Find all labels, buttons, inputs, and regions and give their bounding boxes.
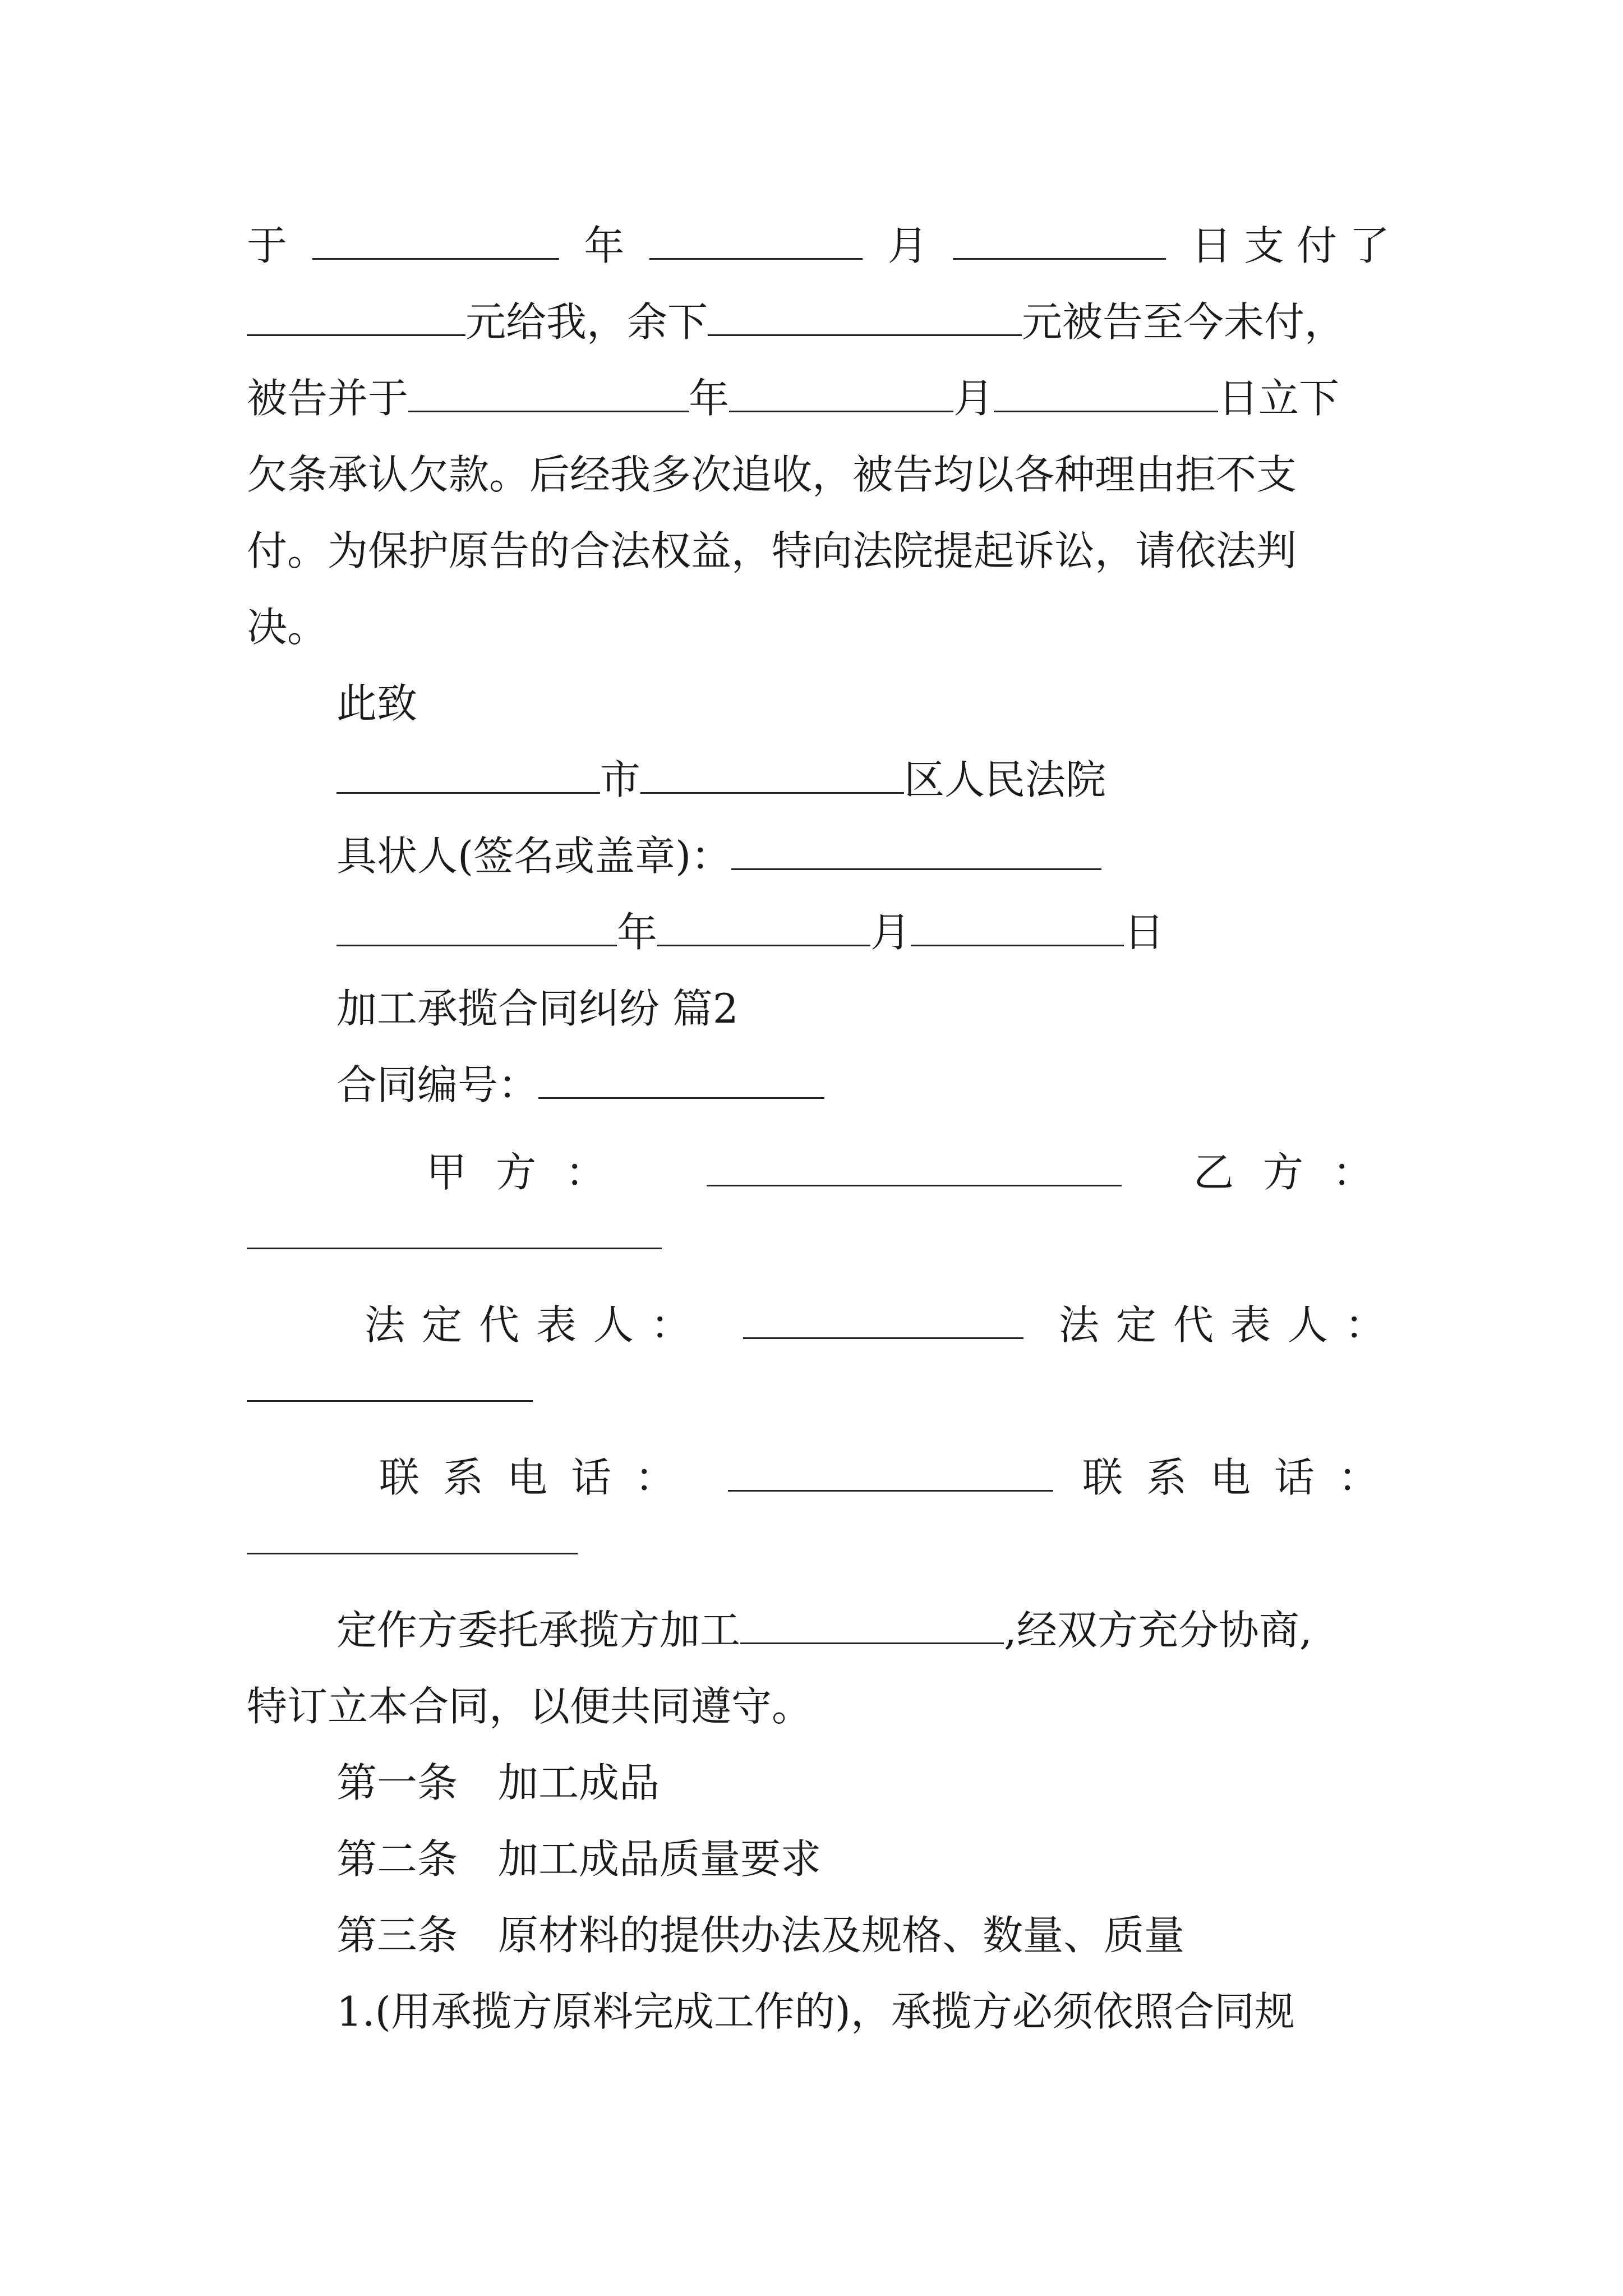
rep-b-label: 法定代表人：: [1058, 1301, 1402, 1349]
text: 年: [584, 222, 625, 269]
para-line-4: 欠条承认欠款。后经我多次追收，被告均以各种理由拒不支: [247, 451, 1297, 498]
party-b-field[interactable]: [247, 1208, 662, 1249]
text: 市: [600, 756, 641, 803]
signer-line: [336, 828, 1492, 884]
text: 月: [887, 222, 928, 269]
text: 被告并于: [247, 375, 409, 422]
salutation: 此致: [336, 680, 418, 727]
rep-b-continuation: [247, 1360, 1402, 1416]
text: 定作方委托承揽方加工: [336, 1607, 741, 1654]
para-line-3: [247, 370, 1402, 426]
text: 于: [247, 222, 288, 269]
blank-field[interactable]: [408, 371, 689, 412]
blank-field[interactable]: [729, 371, 953, 412]
text: 元给我，余下: [465, 298, 708, 346]
text: 月: [953, 375, 994, 422]
blank-field[interactable]: [740, 1603, 1004, 1644]
text: 日支付了: [1191, 222, 1402, 269]
date-line: [336, 904, 1492, 960]
blank-field[interactable]: [708, 295, 1022, 336]
text: 具状人(签名或盖章)：: [336, 832, 732, 880]
text: 合同编号：: [336, 1061, 539, 1108]
blank-field[interactable]: [247, 295, 465, 336]
blank-field[interactable]: [657, 905, 870, 946]
phone-a-field[interactable]: [728, 1451, 1053, 1492]
signature-field[interactable]: [731, 829, 1101, 870]
contract-number-line: [336, 1057, 1492, 1113]
text: 年: [617, 909, 658, 956]
court-line: [336, 752, 1492, 808]
text: 区人民法院: [904, 756, 1106, 803]
text: 月: [870, 909, 911, 956]
blank-field[interactable]: [336, 905, 617, 946]
rep-line: [365, 1297, 1402, 1353]
phone-b-continuation: [247, 1512, 1402, 1568]
para-line-1: [247, 218, 1402, 274]
blank-field[interactable]: [538, 1058, 824, 1099]
rep-b-field[interactable]: [247, 1361, 533, 1402]
article-3: 第三条 原材料的提供办法及规格、数量、质量: [336, 1912, 1185, 1959]
para-line-6: 决。: [247, 604, 328, 651]
rep-a-field[interactable]: [743, 1298, 1023, 1339]
blank-field[interactable]: [649, 219, 863, 260]
blank-field[interactable]: [911, 905, 1124, 946]
party-b-continuation: [247, 1207, 1402, 1263]
item-1: 1.(用承揽方原料完成工作的)，承揽方必须依照合同规: [336, 1988, 1295, 2035]
phone-a-label: 联系电话：: [379, 1454, 699, 1501]
phone-b-field[interactable]: [247, 1513, 578, 1554]
para-line-2: [247, 294, 1402, 350]
phone-line: [379, 1450, 1402, 1506]
blank-field[interactable]: [312, 219, 559, 260]
text: 日立下: [1218, 375, 1340, 422]
intro-line-1: [336, 1602, 1492, 1658]
blank-field[interactable]: [953, 219, 1166, 260]
party-b-label: 乙方：: [1193, 1149, 1402, 1196]
party-a-field[interactable]: [707, 1145, 1122, 1186]
article-2: 第二条 加工成品质量要求: [336, 1835, 822, 1883]
party-a-label: 甲方：: [426, 1149, 635, 1196]
text: 元被告至今未付，: [1022, 298, 1345, 346]
text: ,经双方充分协商,: [1004, 1607, 1312, 1654]
para-line-5: 付。为保护原告的合法权益，特向法院提起诉讼，请依法判: [247, 527, 1297, 574]
blank-field[interactable]: [994, 371, 1218, 412]
section-heading: 加工承揽合同纠纷 篇2: [336, 985, 739, 1032]
article-1: 第一条 加工成品: [336, 1759, 660, 1806]
rep-a-label: 法定代表人：: [365, 1301, 708, 1349]
text: 日: [1124, 909, 1165, 956]
intro-line-2: 特订立本合同，以便共同遵守。: [247, 1683, 813, 1730]
phone-b-label: 联系电话：: [1082, 1454, 1402, 1501]
blank-field[interactable]: [336, 753, 600, 794]
text: 年: [689, 375, 730, 422]
party-line: [426, 1144, 1402, 1200]
blank-field[interactable]: [640, 753, 904, 794]
